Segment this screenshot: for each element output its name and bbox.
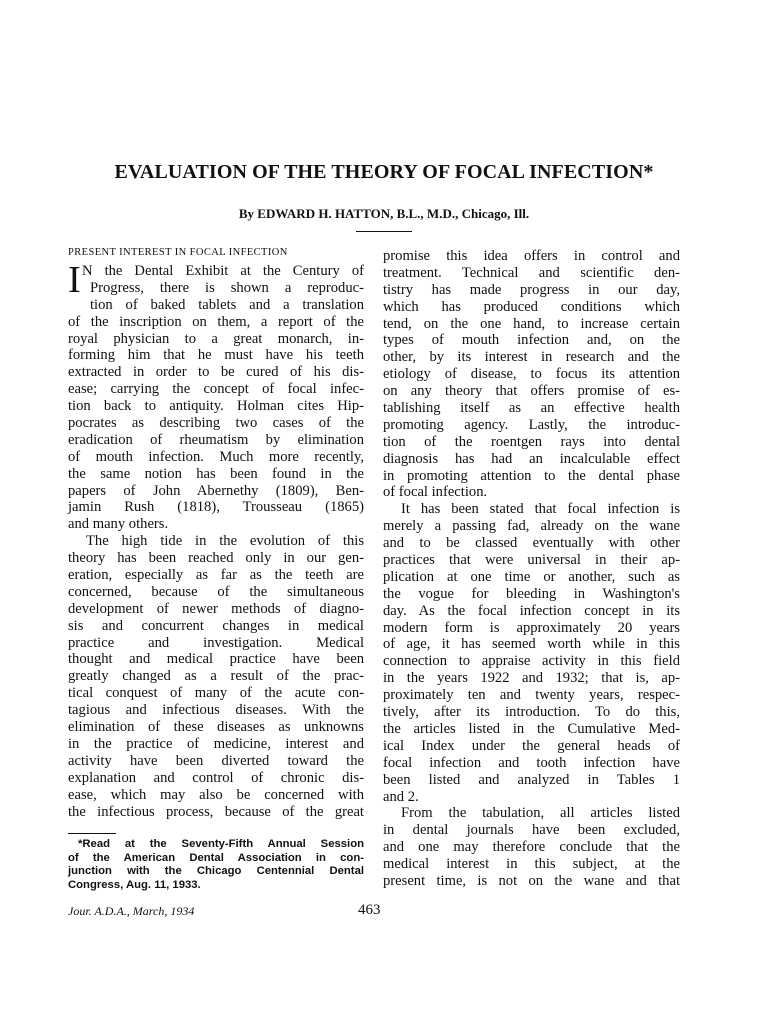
text-line: types of mouth infection and, on the — [383, 332, 680, 349]
page-number: 463 — [358, 902, 381, 918]
text-line: of the inscription on them, a report of the — [68, 313, 364, 330]
text-line: development of newer methods of diagno- — [68, 600, 364, 617]
text-line: thought and medical practice have been — [68, 651, 364, 668]
text-line: of mouth infection. Much more recently, — [68, 448, 364, 465]
text-line: in promoting attention to the dental phase — [383, 467, 680, 484]
article-title: EVALUATION OF THE THEORY OF FOCAL INFECTION* — [114, 161, 654, 183]
left-column — [68, 246, 364, 820]
drop-cap: I — [68, 259, 81, 301]
text-line: on any theory that offers promise of es- — [383, 383, 680, 400]
text-line: diagnosis has had an incalculable effect — [383, 450, 680, 467]
text-line: tablishing itself as an effective health — [383, 400, 680, 417]
text-line: the infectious process, because of the great — [68, 803, 364, 820]
text-line: royal physician to a great monarch, in- — [68, 330, 364, 347]
text-line: elimination of these diseases as unknowns — [68, 719, 364, 736]
text-line: focal infection and tooth infection have — [383, 754, 680, 771]
text-line: and many others. — [68, 516, 169, 533]
text-line: in dental journals have been excluded, — [383, 822, 680, 839]
text-line: activity have been diverted toward the — [68, 752, 364, 769]
text-line: theory has been reached only in our gen- — [68, 550, 364, 567]
footnote-line: Congress, Aug. 11, 1933. — [68, 878, 201, 891]
text-line: promoting agency. Lastly, the introduc- — [383, 416, 680, 433]
text-line: in the years 1922 and 1932; that is, ap- — [383, 670, 680, 687]
text-line: eradication of rheumatism by elimination — [68, 431, 364, 448]
text-line: tistry has made progress in our day, — [383, 281, 680, 298]
journal-citation: Jour. A.D.A., March, 1934 — [68, 904, 195, 918]
text-line: concerned, because of the simultaneous — [68, 583, 364, 600]
text-line: N the Dental Exhibit at the Century of — [82, 263, 364, 279]
text-line: tion of the roentgen rays into dental — [383, 433, 680, 450]
text-line: medical interest in this subject, at the — [383, 856, 680, 873]
text-line: tagious and infectious diseases. With the — [68, 702, 364, 719]
text-line: jamin Rush (1818), Trousseau (1865) — [68, 499, 364, 516]
text-line: merely a passing fad, already on the wane — [383, 518, 680, 535]
text-line: of focal infection. — [383, 484, 488, 501]
author-byline: By EDWARD H. HATTON, B.L., M.D., Chicago, Ill. — [238, 206, 530, 221]
right-column — [383, 248, 680, 890]
byline-divider — [356, 231, 412, 232]
footnote — [68, 838, 364, 892]
text-line: the vogue for bleeding in Washington's — [383, 585, 680, 602]
footnote-line: of the American Dental Association in con- — [68, 851, 364, 864]
text-line: papers of John Abernethy (1809), Ben- — [68, 482, 364, 499]
footnote-divider — [68, 833, 116, 834]
text-line: promise this idea offers in control and — [383, 248, 680, 264]
text-line: and 2. — [383, 788, 419, 805]
text-line: tively, after its introduction. To do this, — [383, 704, 680, 721]
footnote-line: *Read at the Seventy-Fifth Annual Session — [78, 838, 364, 850]
text-line: plication at one time or another, such as — [383, 568, 680, 585]
text-line: ical Index under the general heads of — [383, 737, 680, 754]
footnote-line: junction with the Chicago Centennial Dental — [68, 865, 364, 878]
text-line: and one may therefore conclude that the — [383, 839, 680, 856]
text-line: The high tide in the evolution of this — [86, 533, 364, 550]
text-line: tion back to antiquity. Holman cites Hip- — [68, 398, 364, 415]
text-line: in the practice of medicine, interest and — [68, 735, 364, 752]
text-line: forming him that he must have his teeth — [68, 347, 364, 364]
text-line: ease; carrying the concept of focal infec- — [68, 381, 364, 398]
section-heading: PRESENT INTEREST IN FOCAL INFECTION — [68, 247, 288, 258]
text-line: ease, which may also be concerned with — [68, 786, 364, 803]
text-line: present time, is not on the wane and that — [383, 872, 680, 889]
text-line: extracted in order to be cured of his dis- — [68, 364, 364, 381]
text-line: which has produced conditions which — [383, 298, 680, 315]
text-line: greatly changed as a result of the prac- — [68, 668, 364, 685]
text-line: practice and investigation. Medical — [68, 634, 364, 651]
text-line: and to be classed eventually with other — [383, 535, 680, 552]
text-line: It has been stated that focal infection is — [401, 501, 680, 518]
text-line: connection to appraise activity in this field — [383, 653, 680, 670]
text-line: From the tabulation, all articles listed — [401, 805, 680, 822]
text-line: sis and concurrent changes in medical — [68, 617, 364, 634]
text-line: of age, it has seemed worth while in this — [383, 636, 680, 653]
text-line: modern form is approximately 20 years — [383, 619, 680, 636]
text-line: tical conquest of many of the acute con- — [68, 685, 364, 702]
first-paragraph — [68, 259, 364, 533]
text-line: tion of baked tablets and a translation — [90, 296, 364, 313]
text-line: day. As the focal infection concept in its — [383, 602, 680, 619]
text-line: proximately ten and twenty years, respec- — [383, 687, 680, 704]
text-line: explanation and control of chronic dis- — [68, 769, 364, 786]
text-line: etiology of disease, to focus its attention — [383, 366, 680, 383]
text-line: tend, on the one hand, to increase certain — [383, 315, 680, 332]
text-line: eration, especially as far as the teeth are — [68, 567, 364, 584]
text-line: been listed and analyzed in Tables 1 — [383, 771, 680, 788]
text-line: the same notion has been found in the — [68, 465, 364, 482]
text-line: treatment. Technical and scientific den- — [383, 264, 680, 281]
text-line: the articles listed in the Cumulative Med- — [383, 720, 680, 737]
second-paragraph — [68, 533, 364, 820]
text-line: practices that were universal in their ap- — [383, 552, 680, 569]
text-line: Progress, there is shown a reproduc- — [90, 279, 364, 296]
text-line: pocrates as describing two cases of the — [68, 415, 364, 432]
text-line: other, by its interest in research and the — [383, 349, 680, 366]
